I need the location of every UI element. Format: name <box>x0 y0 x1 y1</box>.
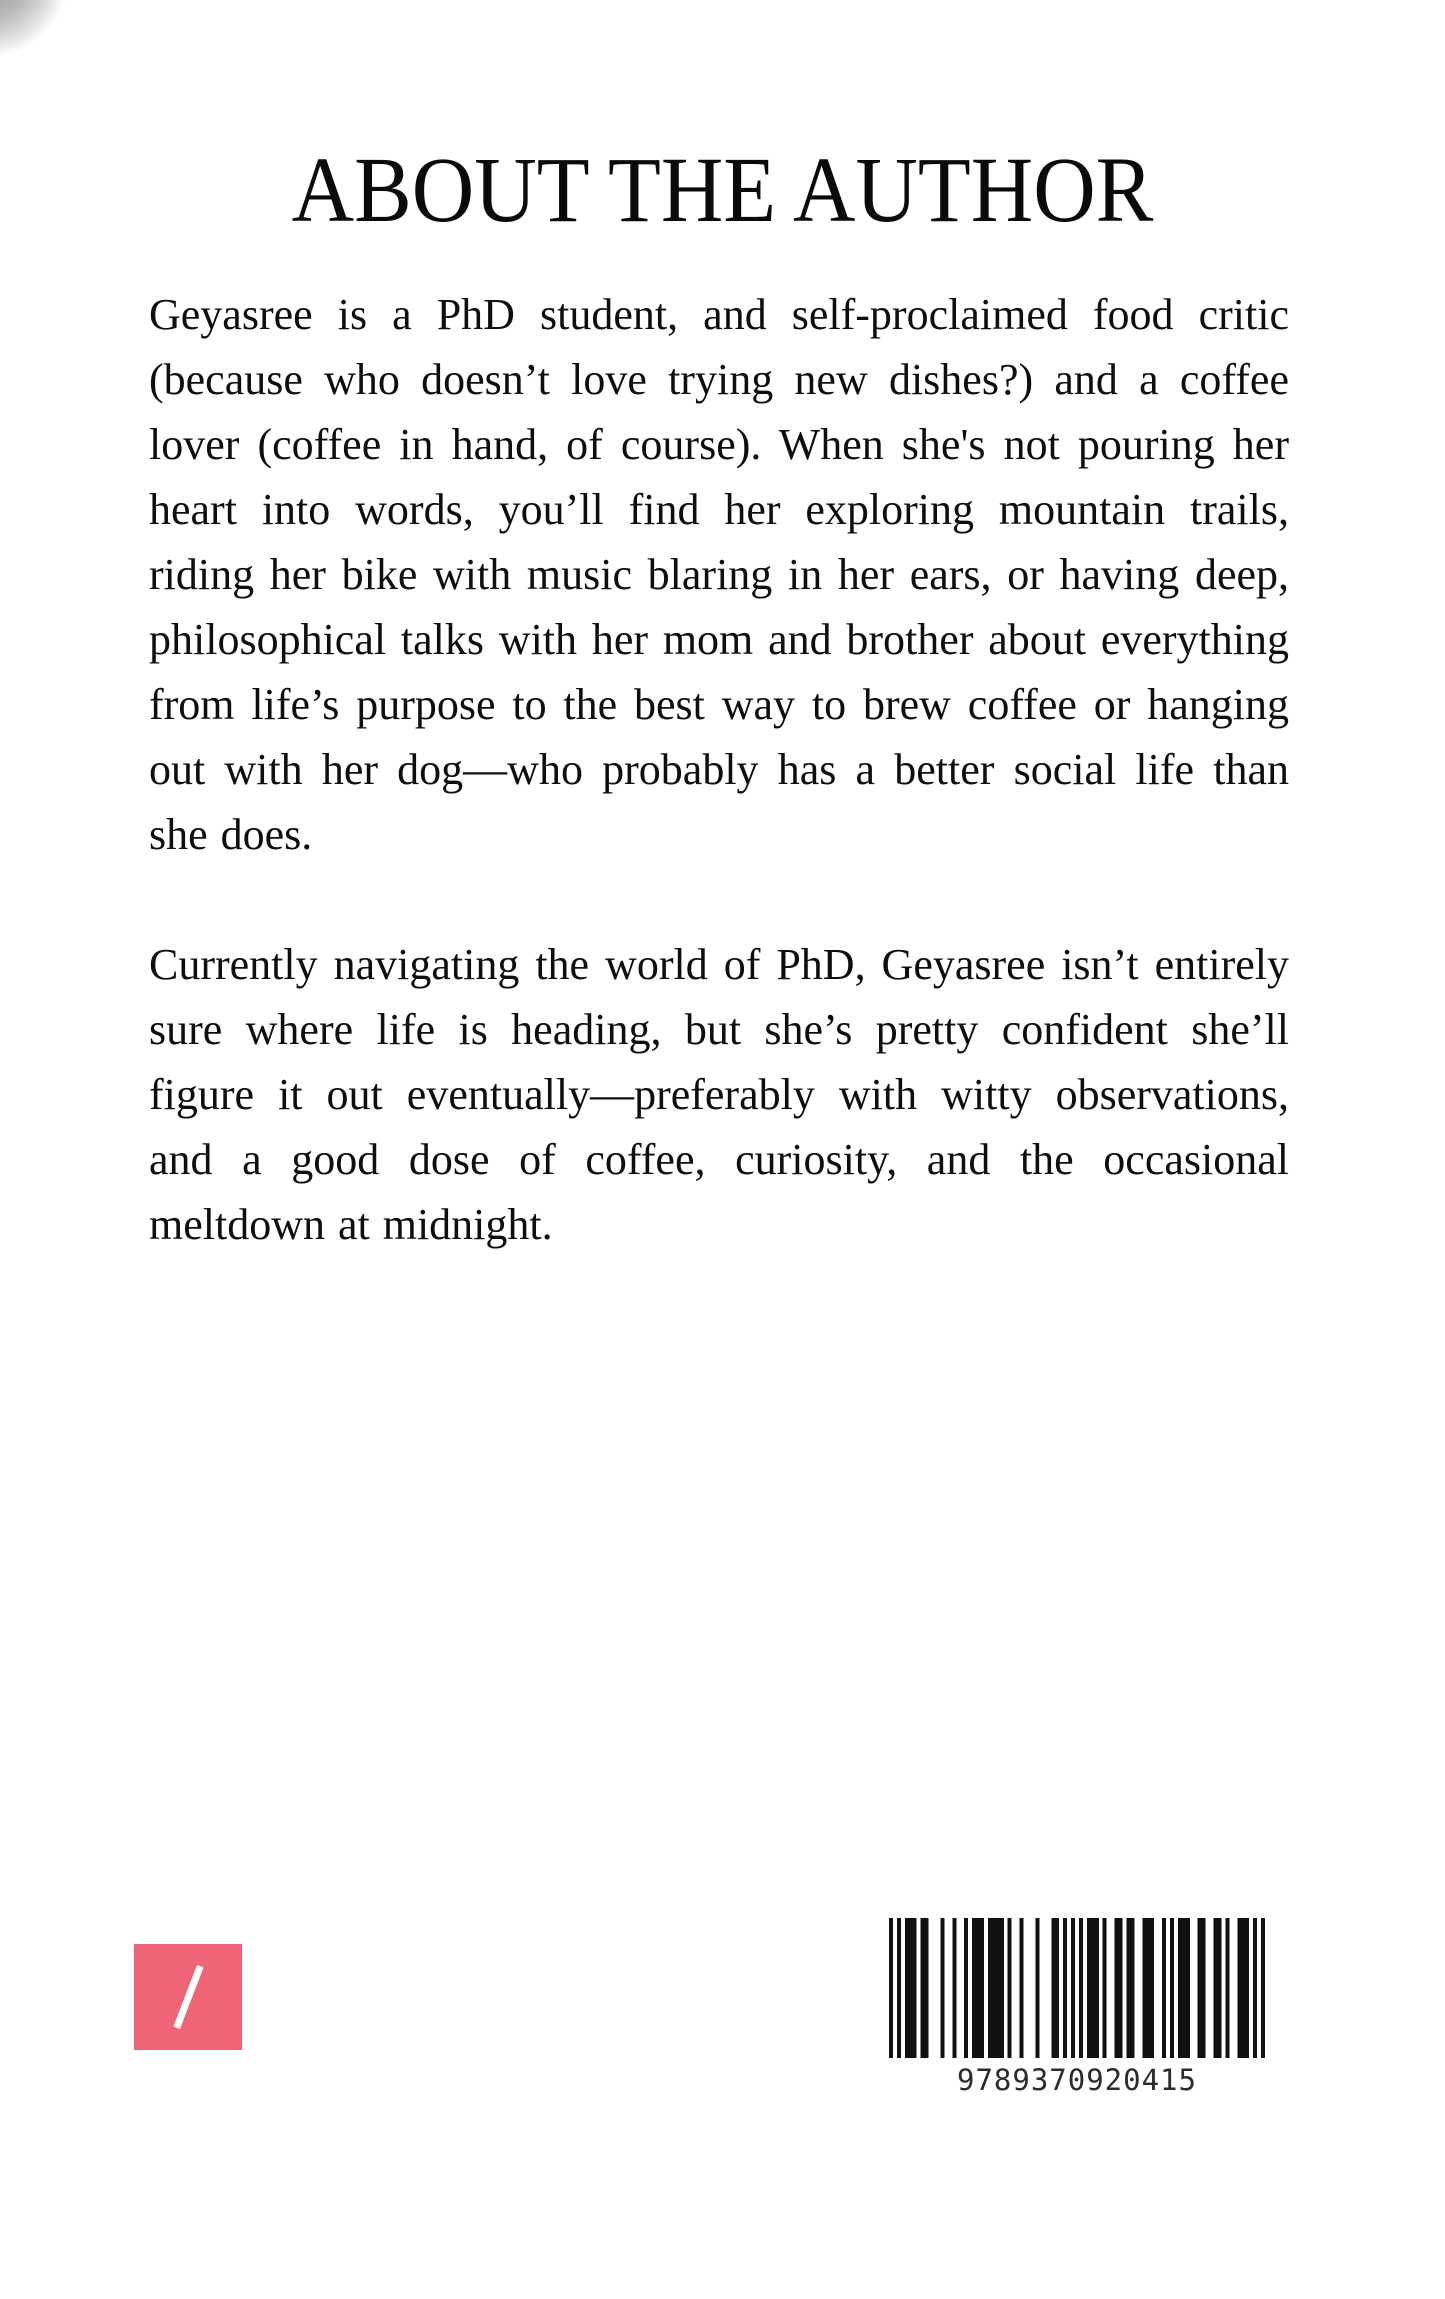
publisher-logo <box>134 1944 242 2050</box>
author-bio-paragraph-1: Geyasree is a PhD student, and self-proclaimed food critic (because who doesn’t love trying new dishes?) and a coffee lover (coffee in hand, of course). When she's not pouring her heart into words, you’ll find her exploring mountain trails, riding her bike with music blaring in her ears, or having deep, philosophical talks with her mom and brother about everything from life’s purpose to the best way to brew coffee or hanging out with her dog—who probably has a better social life than she does. <box>149 290 1289 859</box>
section-title: ABOUT THE AUTHOR <box>291 139 1154 242</box>
isbn-number: 9789370920415 <box>957 2063 1197 2097</box>
barcode-bars <box>889 1918 1265 2058</box>
author-bio-paragraph-2: Currently navigating the world of PhD, Geyasree isn’t entirely sure where life is heading, but she’s pretty confident she’ll figure it out eventually—preferably with witty observations, and a good dose of coffee, curiosity, and the occasional meltdown at midnight. <box>149 940 1289 1249</box>
isbn-barcode <box>889 1918 1265 2097</box>
slash-icon <box>173 1965 203 2029</box>
page-corner-shadow <box>0 0 120 100</box>
